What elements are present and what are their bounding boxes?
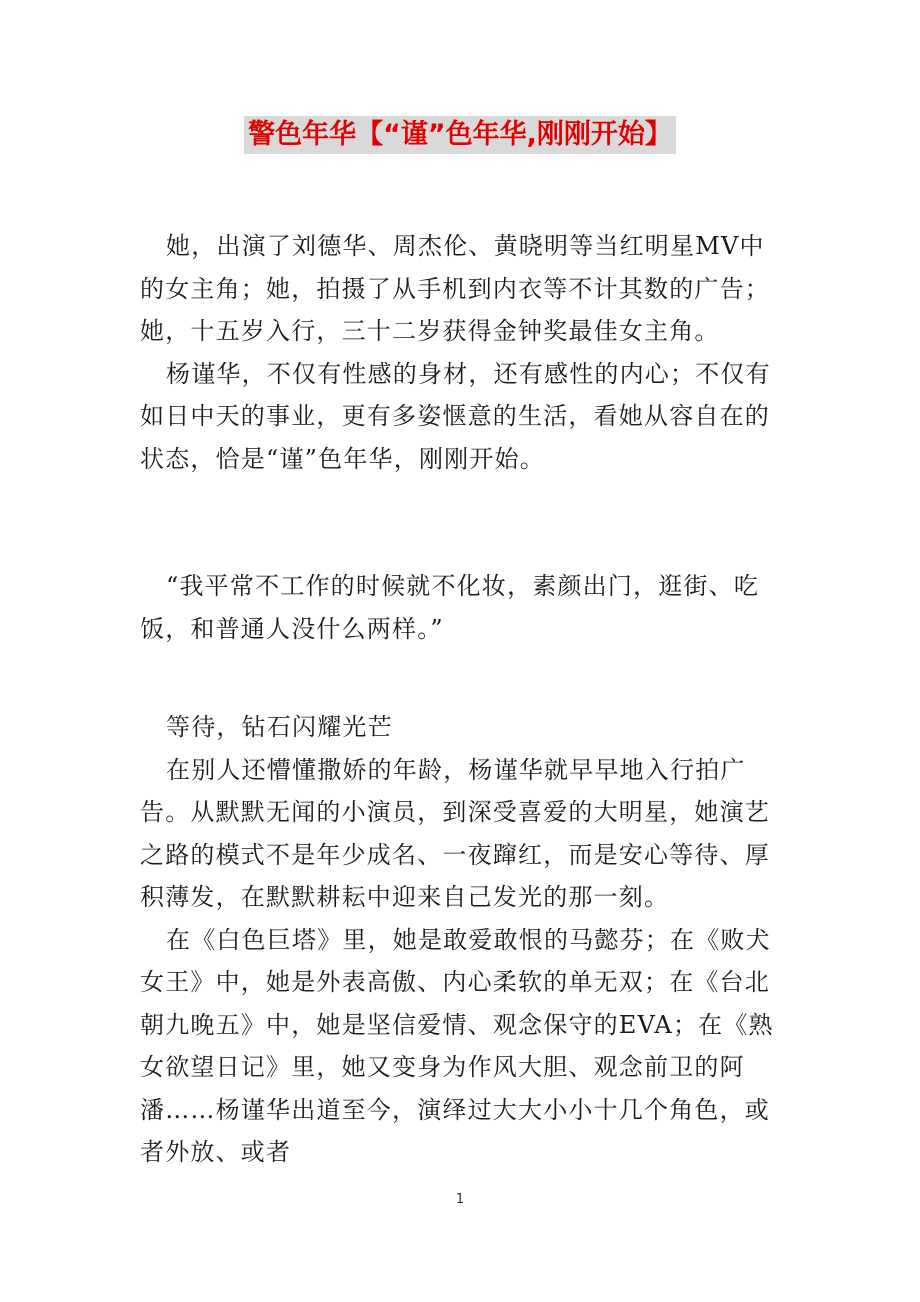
section-heading: 等待，钻石闪耀光芒 xyxy=(166,713,393,741)
page-number: 1 xyxy=(455,1192,465,1207)
document-title: 警色年华【“谨”色年华,刚刚开始】 xyxy=(244,116,676,154)
paragraph-roles: 在《白色巨塔》里，她是敢爱敢恨的马懿芬；在《败犬女王》中，她是外表高傲、内心柔软的单无双；在《台北朝九晚五》中，她是坚信爱情、观念保守的EVA；在《熟女欲望日记》里，她又变身为作风大胆、观念前卫的阿潘……杨谨华出道至今，演绎过大大小小十几个角色，或者外放、或者 xyxy=(140,925,774,1166)
career-section xyxy=(140,706,785,1174)
paragraph-description: 杨谨华，不仅有性感的身材，还有感性的内心；不仅有如日中天的事业，更有多姿惬意的生活，看她从容自在的状态，恰是“谨”色年华，刚刚开始。 xyxy=(140,359,771,473)
paragraph-intro: 她，出演了刘德华、周杰伦、黄晓明等当红明星MV中的女主角；她，拍摄了从手机到内衣等不计其数的广告；她，十五岁入行，三十二岁获得金钟奖最佳女主角。 xyxy=(140,232,770,345)
title-container xyxy=(0,116,920,154)
paragraph-career: 在别人还懵懂撒娇的年龄，杨谨华就早早地入行拍广告。从默默无闻的小演员，到深受喜爱的大明星，她演艺之路的模式不是年少成名、一夜蹿红，而是安心等待、厚积薄发，在默默耕耘中迎来自己发光的那一刻。 xyxy=(140,755,770,911)
quote-paragraph: “我平常不工作的时候就不化妆，素颜出门，逛街、吃饭，和普通人没什么两样。” xyxy=(140,572,760,643)
quote-section xyxy=(140,565,785,650)
intro-section xyxy=(140,225,785,480)
